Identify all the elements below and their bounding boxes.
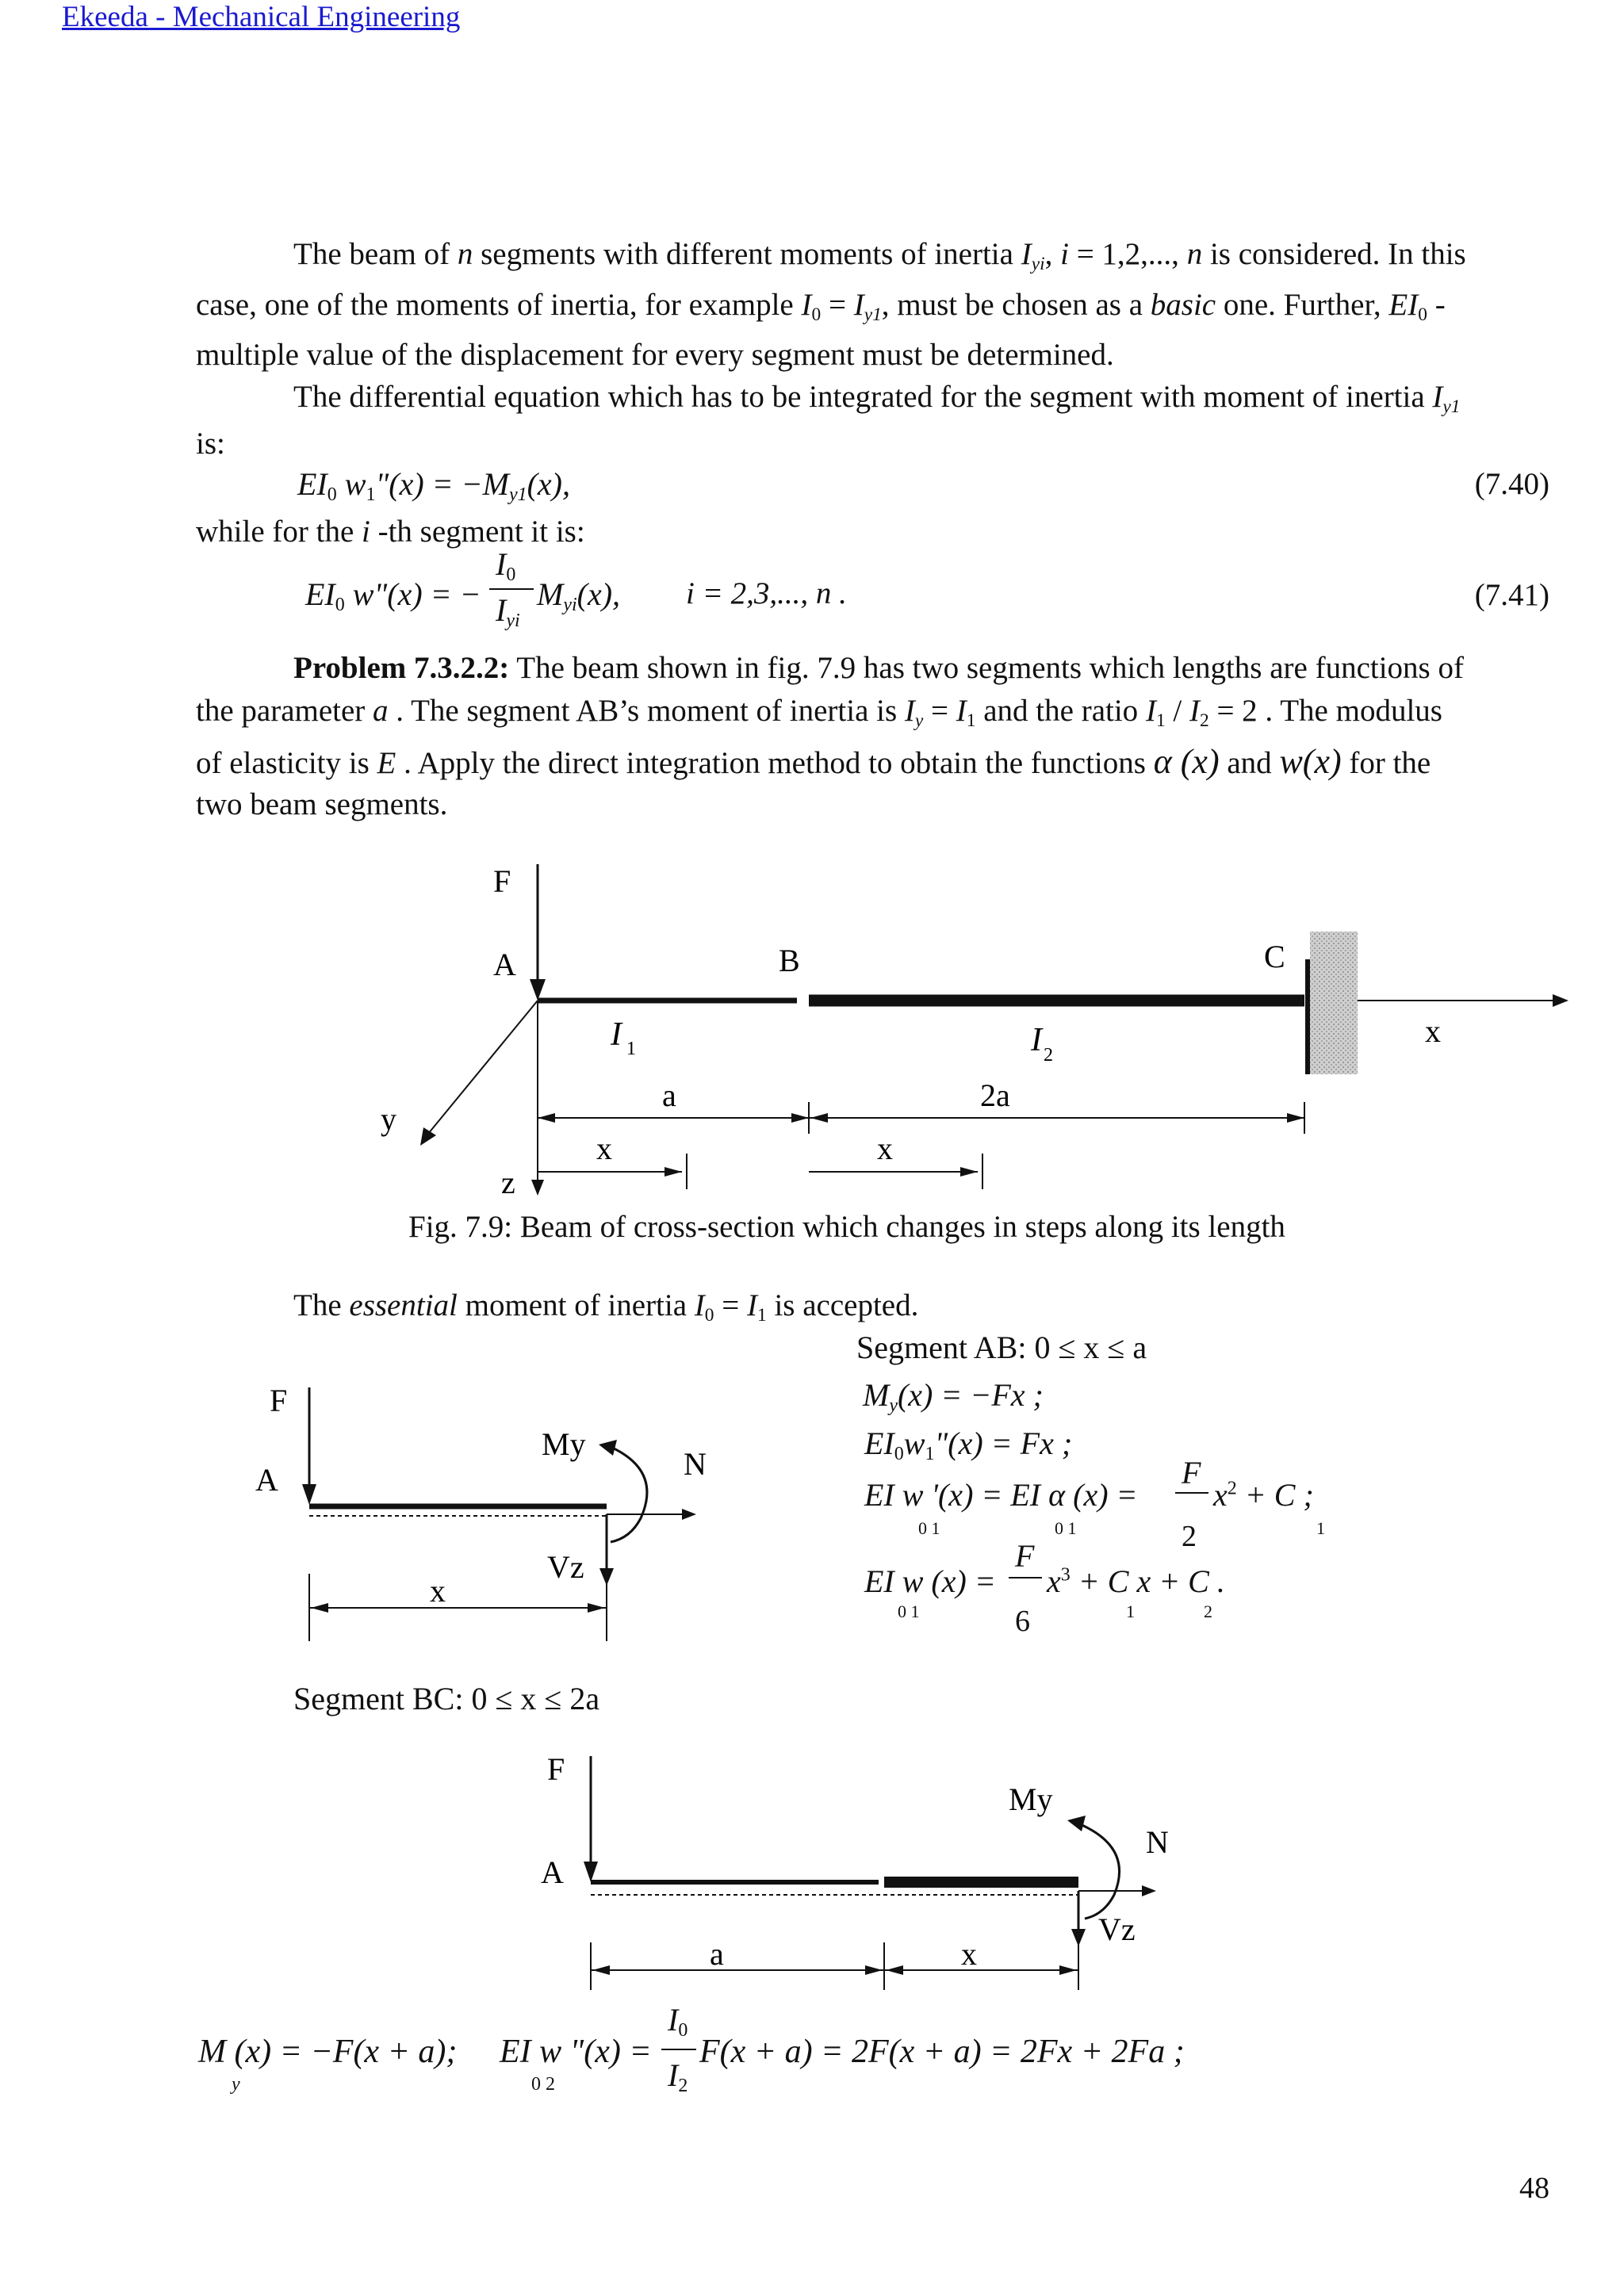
fbd1-moment-arc [611, 1447, 647, 1542]
para1-line4: The differential equation which has to be integrated for the segment with moment of inertia $I_{y1}$ [293, 380, 1461, 418]
figure-caption: Fig. 7.9: Beam of cross-section which changes in steps along its length [408, 1210, 1285, 1244]
dim-2a-arrow-right [1287, 1113, 1304, 1123]
label-y: y [381, 1101, 396, 1137]
fbd2-dim-arrow-mid-left [865, 1965, 883, 1975]
while-line: while for the i -th segment it is: [196, 515, 585, 549]
label-x-axis: x [1425, 1013, 1441, 1049]
essential-line: The essential moment of inertia $I_0 = I_1$ is accepted. [293, 1288, 919, 1326]
fbd2-normal-arrowhead [1142, 1885, 1156, 1896]
problem-line1: Problem 7.3.2.2: The beam shown in fig. 7.9 has two segments which lengths are functions of [293, 651, 1464, 685]
fbd2-label-a: A [541, 1854, 564, 1890]
fbd1-label-a: A [255, 1462, 278, 1498]
label-f: F [493, 863, 511, 899]
dim-a-arrow-right [791, 1113, 809, 1123]
equation-number-7-41: (7.41) [1474, 578, 1549, 612]
dim-x2-arrow [960, 1167, 978, 1177]
figure-7-9 [0, 840, 1624, 1253]
z-axis-arrowhead [531, 1180, 544, 1196]
equation-7-41: $EI_0$ w"(x) = − $I_0$ $I_{yi}$ $M_{yi}(x)$, i = 2,3,..., n . [305, 546, 847, 632]
equation-number-7-40: (7.40) [1474, 467, 1549, 501]
problem-line4: two beam segments. [196, 787, 448, 821]
fbd2-force-arrowhead [584, 1862, 598, 1882]
label-i2-sub: 2 [1044, 1045, 1053, 1066]
header-link[interactable]: Ekeeda - Mechanical Engineering [62, 1, 461, 33]
fbd1-label-x: x [430, 1573, 446, 1609]
force-arrowhead [530, 979, 546, 1001]
dim-x1-arrow [665, 1167, 682, 1177]
segment-bc-title: Segment BC: 0 ≤ x ≤ 2a [293, 1681, 600, 1716]
fbd1-label-my: My [542, 1426, 586, 1462]
fbd1-normal-arrowhead [682, 1509, 696, 1520]
free-body-diagram-ab [0, 1364, 793, 1665]
fbd2-dim-arrow-right [1059, 1965, 1077, 1975]
fbd2-label-x: x [961, 1936, 977, 1972]
fbd1-force-arrowhead [302, 1484, 316, 1505]
para1-line3: multiple value of the displacement for every segment must be determined. [196, 338, 1114, 372]
dim-a-arrow-left [538, 1113, 555, 1123]
label-x2: x [877, 1131, 893, 1166]
problem-line3: of elasticity is E . Apply the direct integration method to obtain the functions α (x) and w(x) for the [196, 742, 1431, 781]
segment-ab-eq1: $M_y(x) = -Fx$ ; [863, 1377, 1044, 1417]
label-a: A [493, 947, 516, 982]
label-x1: x [596, 1131, 612, 1166]
fbd2-label-my: My [1009, 1781, 1053, 1817]
segment-ab-eq2: $EI_0w_1"(x) = Fx$ ; [864, 1425, 1073, 1465]
fbd2-label-f: F [547, 1751, 565, 1787]
segment-ab-eq4: EI w (x) = 0 1 F 6 $x^3 + C$ x + C . 1 2 [864, 1538, 1225, 1638]
fbd1-dim-arrow-left [311, 1603, 328, 1613]
label-2a-dim: 2a [980, 1077, 1010, 1113]
problem-line2: the parameter a . The segment AB’s moment of inertia is $I_y = I_1$ and the ratio $I_1 / I_2 = 2$ . The modulus [196, 694, 1442, 732]
fbd2-moment-arrowhead [1067, 1816, 1086, 1831]
y-axis-arrowhead [420, 1127, 436, 1146]
fbd2-label-vz: Vz [1098, 1911, 1136, 1947]
label-c: C [1264, 939, 1285, 974]
segment-bc-equation: M (x) = −F(x + a); y EI w "(x) = 0 2 $I_0$ $I_2$ F(x + a) = 2F(x + a) = 2Fx + 2Fa ; [198, 2002, 1185, 2097]
label-i1: I [611, 1016, 622, 1053]
fbd2-label-a-dim: a [710, 1936, 724, 1972]
segment-ab-eq3: EI w '(x) = EI α (x) = 0 1 0 1 F 2 $x^2 + C$ ; 1 [864, 1455, 1325, 1553]
page-number: 48 [1519, 2172, 1549, 2205]
dim-2a-arrow-left [810, 1113, 828, 1123]
label-z: z [501, 1165, 515, 1200]
equation-7-40: $EI_0$ $w_1"(x) = -M_{y1}(x)$, [297, 466, 571, 506]
fbd2-moment-arc [1078, 1823, 1120, 1919]
fbd1-label-f: F [270, 1383, 288, 1418]
fbd2-label-n: N [1146, 1824, 1169, 1860]
para1-line2: case, one of the moments of inertia, for example $I_0 = I_{y1}$, must be chosen as a basic one. Further, $EI_0$ - [196, 288, 1446, 326]
free-body-diagram-bc [0, 1736, 1269, 1998]
para1-line5: is: [196, 427, 225, 461]
fixed-support-wall [1310, 932, 1358, 1074]
x-axis-arrowhead [1553, 994, 1568, 1007]
label-a-dim: a [662, 1077, 676, 1113]
label-b: B [779, 943, 800, 978]
fbd1-moment-arrowhead [599, 1440, 617, 1456]
fbd1-label-vz: Vz [547, 1549, 584, 1585]
fbd2-dim-arrow-left [592, 1965, 610, 1975]
label-i2: I [1031, 1022, 1042, 1058]
label-i1-sub: 1 [626, 1039, 636, 1059]
fbd1-label-n: N [684, 1446, 707, 1482]
fbd2-dim-arrow-mid-right [886, 1965, 903, 1975]
y-axis [428, 1001, 538, 1134]
segment-ab-title: Segment AB: 0 ≤ x ≤ a [856, 1330, 1147, 1365]
para1-line1: The beam of n segments with different moments of inertia $I_{yi}$, i = 1,2,..., n is considered. In this [293, 237, 1466, 275]
fbd1-dim-arrow-right [588, 1603, 605, 1613]
